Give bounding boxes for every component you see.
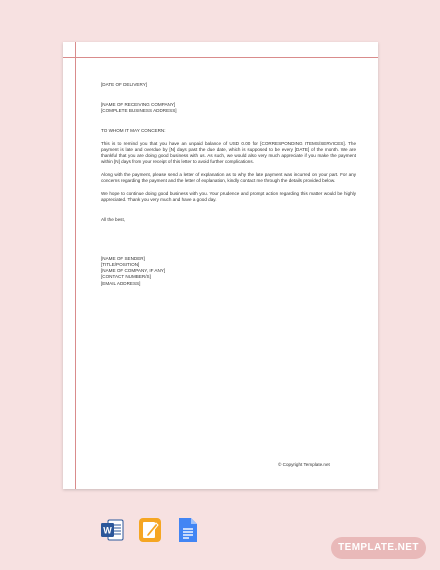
letter-salutation: TO WHOM IT MAY CONCERN: xyxy=(101,127,166,133)
letter-signature xyxy=(101,256,356,287)
letter-paragraph-3: We hope to continue doing good business with you. Your prudence and prompt action regarding this matter would be highly appreciated. Thank you very much and have a good day. xyxy=(101,191,356,203)
word-icon-letter: W xyxy=(103,525,112,536)
left-margin-rule xyxy=(75,42,76,489)
google-docs-icon[interactable] xyxy=(176,517,200,543)
letter-closing: All the best, xyxy=(101,217,126,222)
sender-company: [NAME OF COMPANY, IF ANY] xyxy=(101,268,166,274)
recipient-address: [COMPLETE BUSINESS ADDRESS] xyxy=(101,108,177,113)
sender-email: [EMAIL ADDRESS] xyxy=(101,280,141,286)
copyright-text: © Copyright Template.net xyxy=(278,462,330,467)
app-format-icons xyxy=(100,516,214,544)
letter-page xyxy=(63,42,378,489)
sender-name: [NAME OF SENDER] xyxy=(101,255,145,261)
letter-paragraph-2: Along with the payment, please send a letter of explanation as to why the late payment was incurred on your part. For any concerns regarding the payment and the letter of explanation, kindly contact me through the details provided below. xyxy=(101,172,356,184)
template-net-badge[interactable]: TEMPLATE.NET xyxy=(331,537,426,559)
sender-title: [TITLE/POSITION] xyxy=(101,262,140,267)
top-margin-rule xyxy=(63,57,378,58)
recipient-company: [NAME OF RECEIVING COMPANY] xyxy=(101,101,176,107)
word-icon[interactable] xyxy=(100,517,124,543)
letter-paragraph-1: This is to remind you that you have an unpaid balance of USD 0.00 for [CORRESPONDING ITEMS/SERVICES]. The payment is late and overdue by [N] days past the due date, which is supposed to be every [DATE] of the month. We are thankful that you are doing good business with us. As such, we would also very much appreciate if you make the payment within [N] days from your receipt of this letter to avoid further complications. xyxy=(101,140,356,165)
letter-recipient xyxy=(101,102,356,114)
pages-icon[interactable] xyxy=(138,517,162,543)
letter-date: [DATE OF DELIVERY] xyxy=(101,82,148,87)
sender-contact: [CONTACT NUMBER/S] xyxy=(101,274,151,280)
letter-body xyxy=(101,82,356,293)
